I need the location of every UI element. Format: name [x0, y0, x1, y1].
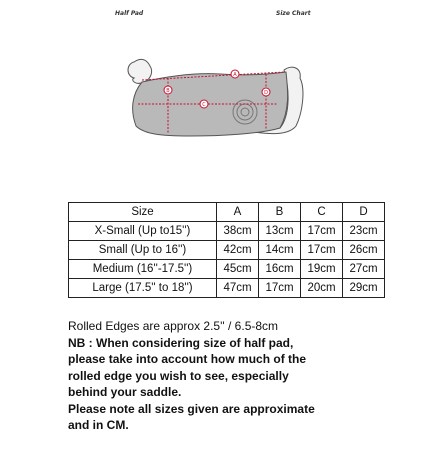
size-table [68, 202, 385, 298]
table-row [69, 279, 385, 298]
front-fleece-roll [128, 59, 152, 83]
c-cell: 20cm [301, 279, 343, 298]
c-cell: 19cm [301, 260, 343, 279]
nb-line-3: rolled edge you wish to see, especially [68, 368, 289, 383]
d-cell: 29cm [343, 279, 385, 298]
a-cell: 42cm [217, 241, 259, 260]
c-cell: 17cm [301, 241, 343, 260]
header-a: A [217, 203, 259, 222]
a-cell: 45cm [217, 260, 259, 279]
d-cell: 26cm [343, 241, 385, 260]
half-pad-label: Half Pad [115, 10, 144, 17]
marker-d [262, 88, 270, 96]
nb-line-1: NB : When considering size of half pad, [68, 335, 294, 350]
header-size: Size [69, 203, 217, 222]
b-cell: 13cm [259, 222, 301, 241]
svg-text:B: B [166, 88, 170, 94]
nb-line-2: please take into account how much of the [68, 352, 307, 366]
c-cell: 17cm [301, 222, 343, 241]
size-chart-label: Size Chart [276, 10, 311, 17]
b-cell: 16cm [259, 260, 301, 279]
size-cell: Medium (16''-17.5'') [69, 260, 217, 279]
header-d: D [343, 203, 385, 222]
rolled-edges-note: Rolled Edges are approx 2.5'' / 6.5-8cm [68, 319, 279, 333]
a-cell: 38cm [217, 222, 259, 241]
b-cell: 14cm [259, 241, 301, 260]
approx-line-2: and in CM. [68, 418, 129, 432]
size-cell: X-Small (Up to15'') [69, 222, 217, 241]
table-row [69, 241, 385, 260]
header-c: C [301, 203, 343, 222]
d-cell: 27cm [343, 260, 385, 279]
size-cell: Large (17.5'' to 18'') [69, 279, 217, 298]
marker-c [200, 100, 208, 108]
svg-text:A: A [233, 72, 237, 78]
nb-line-4: behind your saddle. [68, 385, 182, 399]
d-cell: 23cm [343, 222, 385, 241]
table-row [69, 222, 385, 241]
notes-block [68, 318, 398, 434]
svg-text:D: D [264, 90, 268, 96]
a-cell: 47cm [217, 279, 259, 298]
marker-a [231, 70, 239, 78]
marker-b [164, 86, 172, 94]
half-pad-diagram [120, 50, 310, 150]
table-row [69, 260, 385, 279]
header-b: B [259, 203, 301, 222]
b-cell: 17cm [259, 279, 301, 298]
table-header-row [69, 203, 385, 222]
approx-line-1: Please note all sizes given are approximate [68, 401, 315, 416]
svg-text:C: C [202, 102, 206, 108]
size-cell: Small (Up to 16'') [69, 241, 217, 260]
